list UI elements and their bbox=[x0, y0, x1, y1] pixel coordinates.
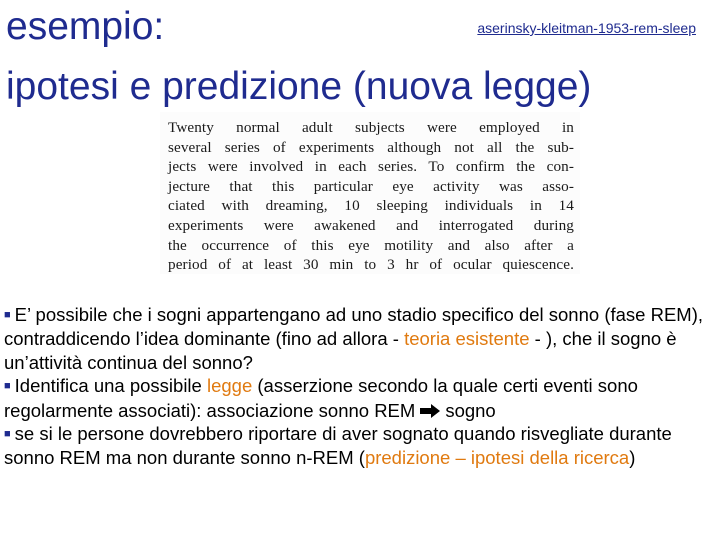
excerpt-line: several series of experiments although not all the sub- bbox=[168, 138, 574, 156]
slide-title-line-2: ipotesi e predizione (nuova legge) bbox=[6, 65, 592, 108]
bullet-item-3: ■ se si le persone dovrebbero riportare di aver sognato quando risvegliate durante sonno REM ma non durante sonno n-REM (predizione – ipotesi della ricerca) bbox=[4, 423, 672, 469]
excerpt-text bbox=[160, 112, 580, 274]
bullet-item-2: ■ Identifica una possibile legge (asserzione secondo la quale certi eventi sono regolarmente associati): associazione sonno REM sogno bbox=[4, 375, 638, 421]
right-arrow-icon bbox=[419, 404, 441, 418]
excerpt-line: Twenty normal adult subjects were employed in bbox=[168, 119, 574, 136]
excerpt-line: the occurrence of this eye motility and also after a bbox=[168, 236, 574, 254]
excerpt-line: period of at least 30 min to 3 hr of ocular quiescence. bbox=[168, 256, 574, 274]
bullet-marker-icon: ■ bbox=[4, 309, 11, 321]
bullet-item-1: ■ E’ possibile che i sogni appartengano ad uno stadio specifico del sonno (fase REM), contraddicendo l’idea dominante (fino ad allora - teoria esistente - ), che il sogno è un’attività continua del sonno? bbox=[4, 304, 703, 373]
excerpt-line: jects were involved in each series. To confirm the con- bbox=[168, 158, 574, 176]
slide-title-line-1: esempio: bbox=[6, 5, 165, 48]
bullet-list bbox=[4, 303, 718, 470]
excerpt-line: ciated with dreaming, 10 sleeping individuals in 14 bbox=[168, 197, 574, 215]
bullet-marker-icon: ■ bbox=[4, 428, 11, 441]
highlight-predizione: predizione – ipotesi della ricerca bbox=[364, 447, 630, 469]
highlight-teoria-esistente: teoria esistente bbox=[404, 328, 530, 350]
bullet-marker-icon: ■ bbox=[4, 380, 11, 393]
excerpt-line: jecture that this particular eye activity was asso- bbox=[168, 177, 574, 195]
reference-link[interactable]: aserinsky-kleitman-1953-rem-sleep bbox=[477, 20, 696, 36]
scanned-excerpt bbox=[160, 112, 580, 274]
highlight-legge: legge bbox=[206, 375, 253, 397]
excerpt-line: experiments were awakened and interrogated during bbox=[168, 216, 574, 234]
